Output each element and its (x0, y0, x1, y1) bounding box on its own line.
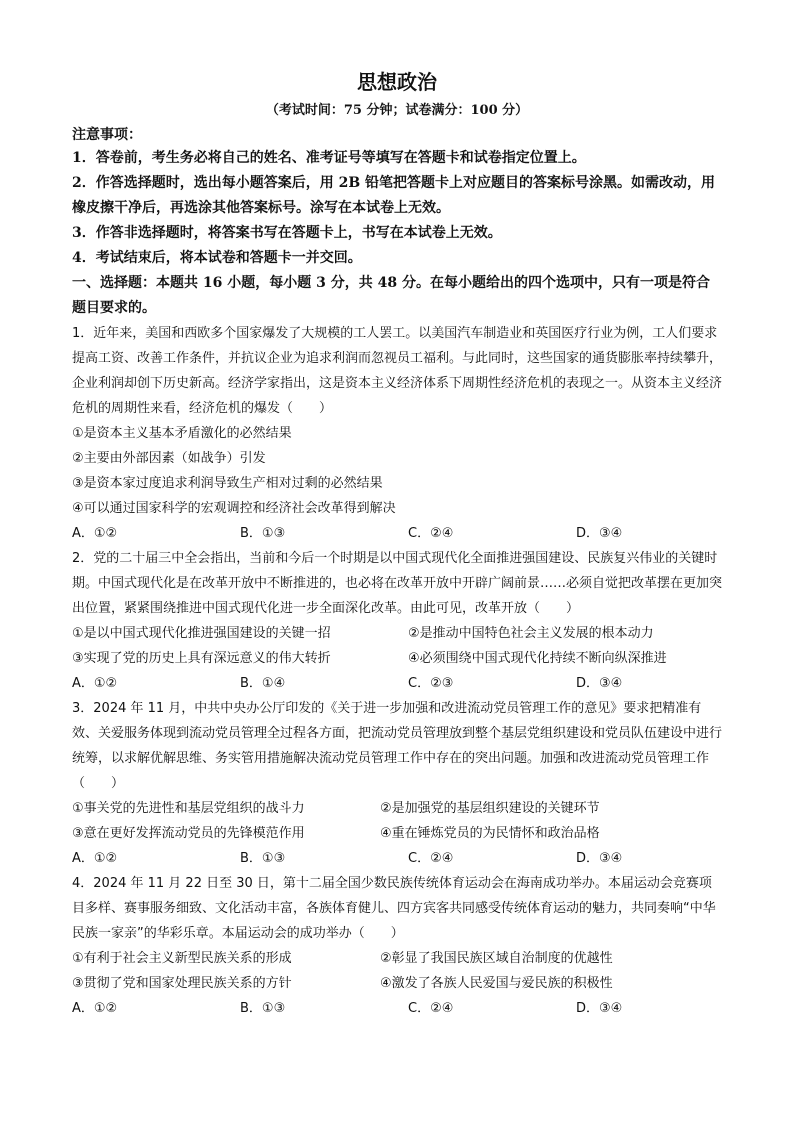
statement-option: ④重在锤炼党员的为民情怀和政治品格 (380, 826, 600, 841)
answer-choices (72, 996, 722, 1021)
choice-c: C．②④ (408, 1001, 454, 1016)
notice-heading: 注意事项： (72, 127, 142, 143)
question-stem: 2．党的二十届三中全会指出，当前和今后一个时期是以中国式现代化全面推进强国建设、民族复兴伟业的关键时期。中国式现代化是在改革开放中不断推进的，也必将在改革开放中开辟广阔前景……必须自觉把改革摆在更加突出位置，紧紧围绕推进中国式现代化进一步全面深化改革。由此可见，改革开放（ ） (72, 551, 723, 616)
question-1 (72, 321, 722, 546)
notice-item-4: 4．考试结束后，将本试卷和答题卡一并交回。 (72, 250, 362, 266)
question-stem: 4．2024 年 11 月 22 日至 30 日，第十二届全国少数民族传统体育运动会在海南成功举办。本届运动会竞赛项目多样、赛事服务细致、文化活动丰富，各族体育健儿、四方宾客共同感受传统体育运动的魅力，共同奏响“中华民族一家亲”的华彩乐章。本届运动会的成功举办（ ） (72, 876, 716, 941)
question-3 (72, 696, 722, 871)
question-stem: 1．近年来，美国和西欧多个国家爆发了大规模的工人罢工。以美国汽车制造业和英国医疗行业为例，工人们要求提高工资、改善工作条件，并抗议企业为追求利润而忽视员工福利。与此同时，这些国家的通货膨胀率持续攀升，企业利润却创下历史新高。经济学家指出，这是资本主义经济体系下周期性经济危机的表现之一。从资本主义经济危机的周期性来看，经济危机的爆发（ ） (72, 326, 723, 416)
statement-option: ②彰显了我国民族区域自治制度的优越性 (380, 951, 613, 966)
choice-a: A．①② (72, 676, 118, 691)
choice-b: B．①③ (240, 526, 286, 541)
choice-d: D．③④ (576, 851, 623, 866)
statement-option: ②是加强党的基层组织建设的关键环节 (380, 801, 600, 816)
notice-item-2: 2．作答选择题时，选出每小题答案后，用 2B 铅笔把答题卡上对应题目的答案标号涂黑。如需改动，用橡皮擦干净后，再选涂其他答案标号。涂写在本试卷上无效。 (72, 175, 716, 216)
statement-options (72, 946, 722, 996)
choice-b: B．①③ (240, 1001, 286, 1016)
section-heading-choice: 一、选择题：本题共 16 小题，每小题 3 分，共 48 分。在每小题给出的四个选项中，只有一项是符合题目要求的。 (72, 275, 710, 316)
statement-option: ①有利于社会主义新型民族关系的形成 (72, 951, 292, 966)
choice-b: B．①④ (240, 676, 286, 691)
notice-item-1: 1．答卷前，考生务必将自己的姓名、准考证号等填写在答题卡和试卷指定位置上。 (72, 150, 586, 166)
statement-option: ③是资本家过度追求利润导致生产相对过剩的必然结果 (72, 476, 383, 491)
choice-c: C．②③ (408, 676, 454, 691)
choice-c: C．②④ (408, 851, 454, 866)
answer-choices (72, 846, 722, 871)
statement-option: ③贯彻了党和国家处理民族关系的方针 (72, 976, 292, 991)
question-stem: 3．2024 年 11 月，中共中央办公厅印发的《关于进一步加强和改进流动党员管理工作的意见》要求把精准有效、关爱服务体现到流动党员管理全过程各方面，把流动党员管理放到整个基层党组织建设和党员队伍建设中进行统筹，以求解优解思维、务实管用措施解决流动党员管理工作中存在的突出问题。加强和改进流动党员管理工作（ ） (72, 701, 723, 791)
statement-option: ④必须围绕中国式现代化持续不断向纵深推进 (408, 651, 667, 666)
statement-option: ④激发了各族人民爱国与爱民族的积极性 (380, 976, 613, 991)
notice-item-3: 3．作答非选择题时，将答案书写在答题卡上，书写在本试卷上无效。 (72, 225, 502, 241)
choice-d: D．③④ (576, 1001, 623, 1016)
statement-option: ②主要由外部因素（如战争）引发 (72, 451, 266, 466)
choice-c: C．②④ (408, 526, 454, 541)
statement-option: ②是推动中国特色社会主义发展的根本动力 (408, 626, 654, 641)
statement-option: ③实现了党的历史上具有深远意义的伟大转折 (72, 651, 331, 666)
answer-choices (72, 521, 722, 546)
exam-duration-subtitle: （考试时间：75 分钟；试卷满分：100 分） (265, 103, 529, 118)
page-title: 思想政治 (357, 70, 437, 94)
notice-block (72, 124, 722, 271)
choice-d: D．③④ (576, 526, 623, 541)
choice-a: A．①② (72, 526, 118, 541)
choice-a: A．①② (72, 1001, 118, 1016)
choice-a: A．①② (72, 851, 118, 866)
choice-b: B．①③ (240, 851, 286, 866)
answer-choices (72, 671, 722, 696)
statement-options (72, 796, 722, 846)
statement-option: ④可以通过国家科学的宏观调控和经济社会改革得到解决 (72, 501, 396, 516)
statement-option: ①是资本主义基本矛盾激化的必然结果 (72, 426, 292, 441)
question-2 (72, 546, 722, 696)
statement-option: ③意在更好发挥流动党员的先锋模范作用 (72, 826, 305, 841)
choice-d: D．③④ (576, 676, 623, 691)
statement-options (72, 621, 722, 671)
statement-option: ①是以中国式现代化推进强国建设的关键一招 (72, 626, 331, 641)
statement-option: ①事关党的先进性和基层党组织的战斗力 (72, 801, 305, 816)
exam-page (72, 68, 722, 1021)
question-4 (72, 871, 722, 1021)
